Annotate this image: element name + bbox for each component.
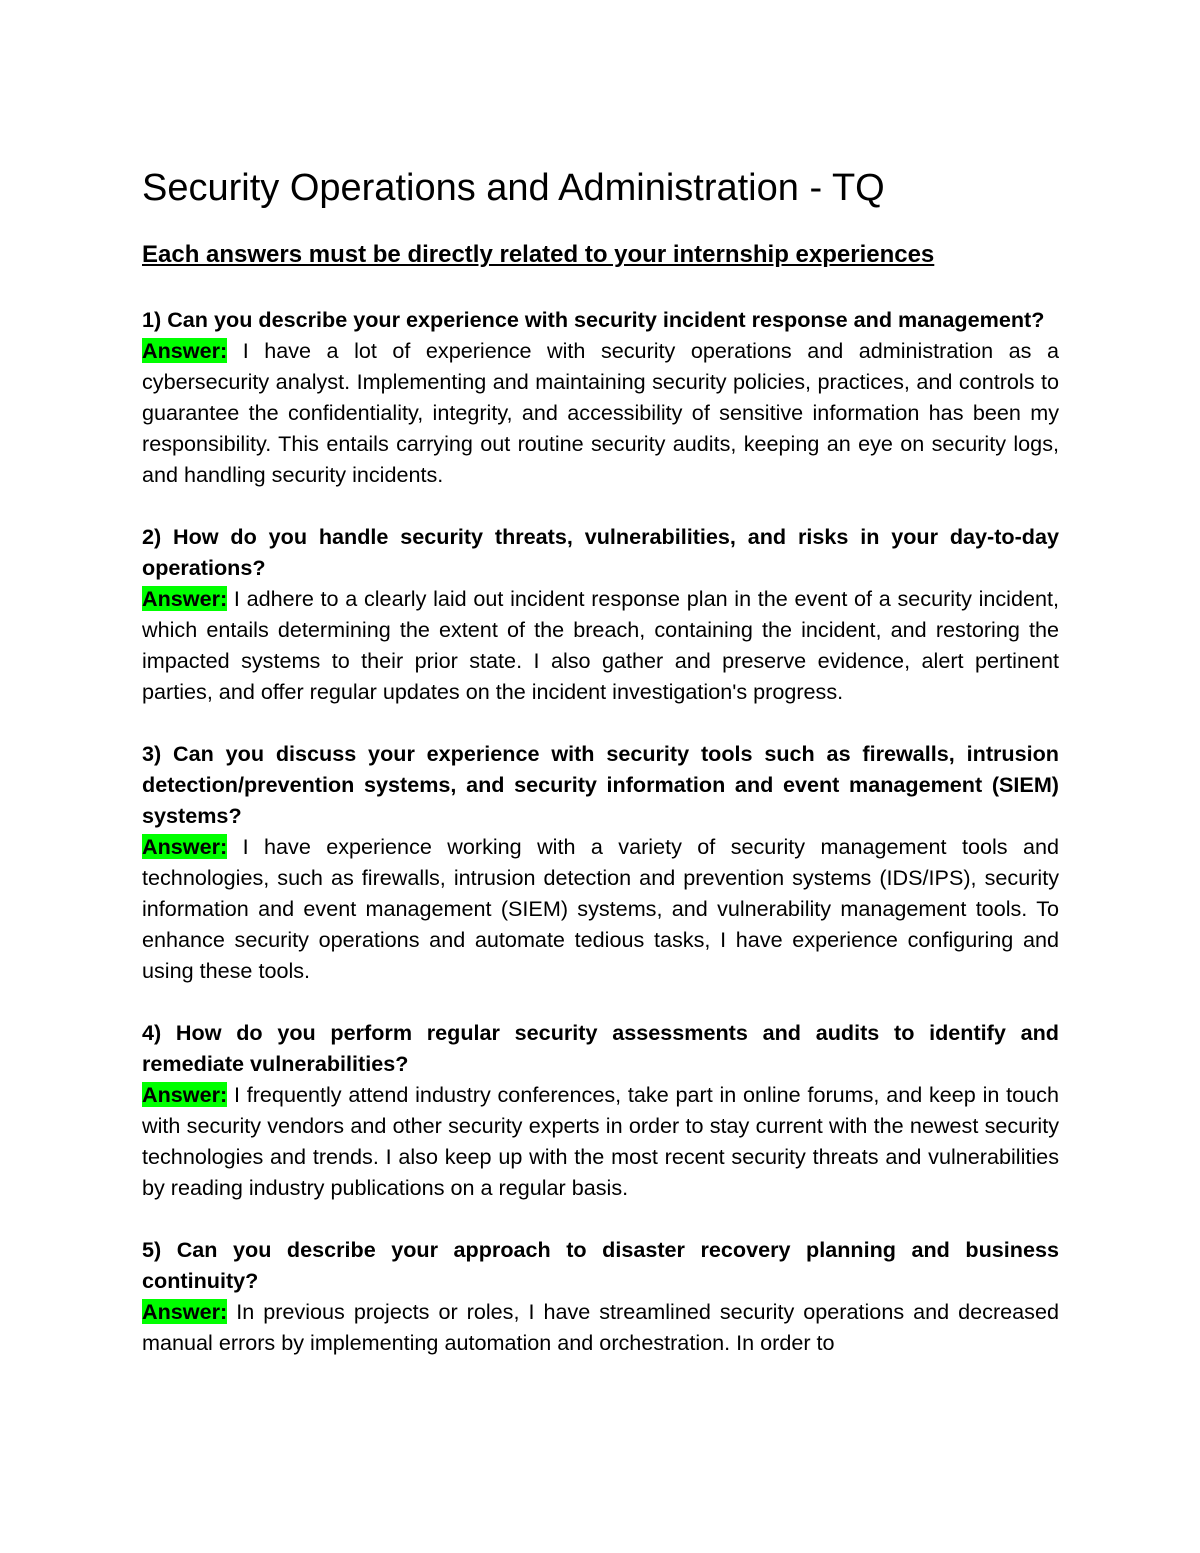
qa-item <box>142 304 1059 490</box>
answer-paragraph <box>142 831 1059 986</box>
answer-text: I have a lot of experience with security operations and administration as a cybersecurity analyst. Implementing and maintaining security policies, practices, and controls to guarantee the confidentiality, integrity, and accessibility of sensitive information has been my responsibility. This entails carrying out routine security audits, keeping an eye on security logs, and handling security incidents. <box>142 338 1059 487</box>
answer-label: Answer: <box>142 338 228 363</box>
answer-label: Answer: <box>142 586 228 611</box>
qa-item <box>142 738 1059 986</box>
qa-item <box>142 1017 1059 1203</box>
page-title: Security Operations and Administration - TQ <box>142 167 885 209</box>
qa-item <box>142 521 1059 707</box>
answer-text: I frequently attend industry conferences, take part in online forums, and keep in touch with security vendors and other security experts in order to stay current with the newest security technologies and trends. I also keep up with the most recent security threats and vulnerabilities by reading industry publications on a regular basis. <box>142 1082 1059 1200</box>
answer-paragraph <box>142 1296 1059 1358</box>
answer-label: Answer: <box>142 1082 228 1107</box>
question-text: 2) How do you handle security threats, vulnerabilities, and risks in your day-to-day operations? <box>142 524 1059 580</box>
answer-text: I adhere to a clearly laid out incident response plan in the event of a security incident, which entails determining the extent of the breach, containing the incident, and restoring the impacted systems to their prior state. I also gather and preserve evidence, alert pertinent parties, and offer regular updates on the incident investigation's progress. <box>142 586 1059 704</box>
qa-list <box>142 304 1059 1389</box>
answer-paragraph <box>142 1079 1059 1203</box>
qa-item <box>142 1234 1059 1358</box>
question-text: 5) Can you describe your approach to disaster recovery planning and business continuity? <box>142 1237 1059 1293</box>
answer-text: I have experience working with a variety of security management tools and technologies, such as firewalls, intrusion detection and prevention systems (IDS/IPS), security information and event management (SIEM) systems, and vulnerability management tools. To enhance security operations and automate tedious tasks, I have experience configuring and using these tools. <box>142 834 1059 983</box>
question-text: 4) How do you perform regular security assessments and audits to identify and remediate vulnerabilities? <box>142 1020 1059 1076</box>
instructions-subtitle: Each answers must be directly related to your internship experiences <box>142 241 935 268</box>
question-text: 1) Can you describe your experience with security incident response and management? <box>142 307 1045 332</box>
question-text: 3) Can you discuss your experience with security tools such as firewalls, intrusion detection/prevention systems, and security information and event management (SIEM) systems? <box>142 741 1059 828</box>
answer-text: In previous projects or roles, I have streamlined security operations and decreased manual errors by implementing automation and orchestration. In order to <box>142 1299 1059 1355</box>
answer-paragraph <box>142 583 1059 707</box>
answer-label: Answer: <box>142 834 228 859</box>
answer-paragraph <box>142 335 1059 490</box>
answer-label: Answer: <box>142 1299 228 1324</box>
